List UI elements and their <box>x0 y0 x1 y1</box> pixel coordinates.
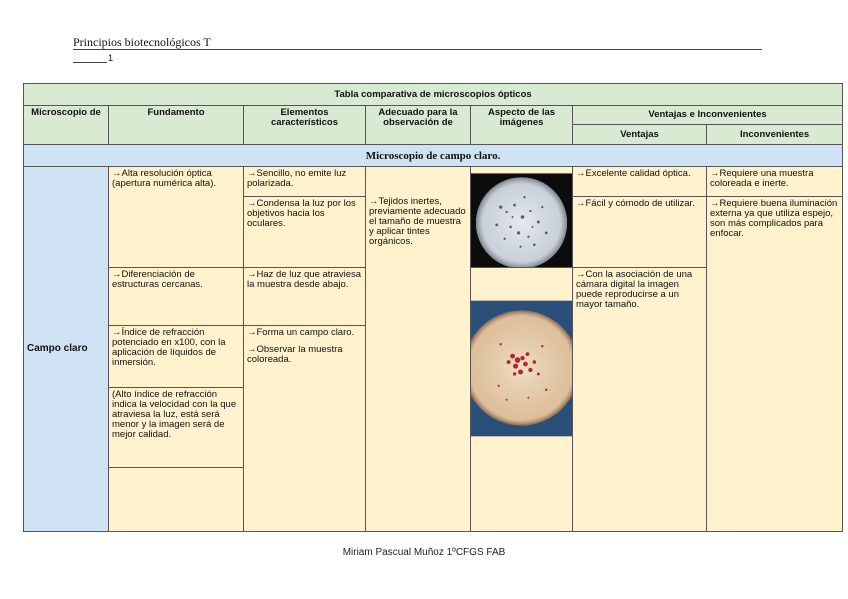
section-title: Microscopio de campo claro. <box>24 145 843 167</box>
page-number: 1 <box>108 53 114 63</box>
elementos-text-4: →Forma un campo claro. <box>247 327 355 338</box>
fundamento-cell-2: →Diferenciación de estructuras cercanas. <box>109 268 244 326</box>
col-header-elementos: Elementos característicos <box>244 106 366 145</box>
col-header-inconvenientes: Inconvenientes <box>707 125 843 145</box>
inconvenientes-cell-2: →Requiere buena iluminación externa ya que utiliza espejo, son más complicados para enfocar. <box>707 197 843 532</box>
document-footer: Miriam Pascual Muñoz 1ºCFGS FAB <box>342 547 506 558</box>
col-header-aspecto: Aspecto de las imágenes <box>471 106 573 145</box>
table-title: Tabla comparativa de microscopios ópticos <box>24 84 843 106</box>
microscope-image-blue-stain <box>471 167 572 267</box>
ventajas-cell-2: →Fácil y cómodo de utilizar. <box>573 197 707 268</box>
elementos-cell-1: →Sencillo, no emite luz polarizada. <box>244 167 366 197</box>
adecuado-cell: →Tejidos inertes, previamente adecuado el tamaño de muestra y aplicar tintes orgánicos. <box>366 167 471 532</box>
ventajas-cell-3: →Con la asociación de una cámara digital la imagen puede reproducirse a un mayor tamaño. <box>573 268 707 532</box>
col-header-microscopio: Microscopio de <box>24 106 109 145</box>
fundamento-cell-1: →Alta resolución óptica (apertura numérica alta). <box>109 167 244 268</box>
col-header-ventajas-inconvenientes: Ventajas e Inconvenientes <box>573 106 843 125</box>
document-title: Principios biotecnológicos T <box>73 36 762 50</box>
micro-image-cell-2 <box>471 268 573 532</box>
document-header <box>73 36 762 63</box>
ventajas-cell-1: →Excelente calidad óptica. <box>573 167 707 197</box>
fundamento-cell-4: (Alto índice de refracción indica la velocidad con la que atraviesa la luz, está será menor y la imagen será de mejor calidad. <box>109 388 244 468</box>
fundamento-cell-empty <box>109 468 244 532</box>
comparison-table <box>23 83 843 532</box>
page-number-line <box>73 53 762 63</box>
row-label-campo-claro: Campo claro <box>24 167 109 532</box>
fundamento-cell-3: →Índice de refracción potenciado en x100, con la aplicación de líquidos de inmersión. <box>109 326 244 388</box>
elementos-cell-2: →Condensa la luz por los objetivos hacia los oculares. <box>244 197 366 268</box>
col-header-ventajas: Ventajas <box>573 125 707 145</box>
elementos-cell-4 <box>244 326 366 532</box>
inconvenientes-cell-1: →Requiere una muestra coloreada e inerte. <box>707 167 843 197</box>
elementos-cell-3: →Haz de luz que atraviesa la muestra desde abajo. <box>244 268 366 326</box>
blank-line <box>73 53 107 63</box>
col-header-fundamento: Fundamento <box>109 106 244 145</box>
elementos-text-5: →Observar la muestra coloreada. <box>247 344 343 365</box>
micro-image-cell-1 <box>471 167 573 268</box>
col-header-adecuado: Adecuado para la observación de <box>366 106 471 145</box>
microscope-image-red-stain <box>471 268 572 468</box>
